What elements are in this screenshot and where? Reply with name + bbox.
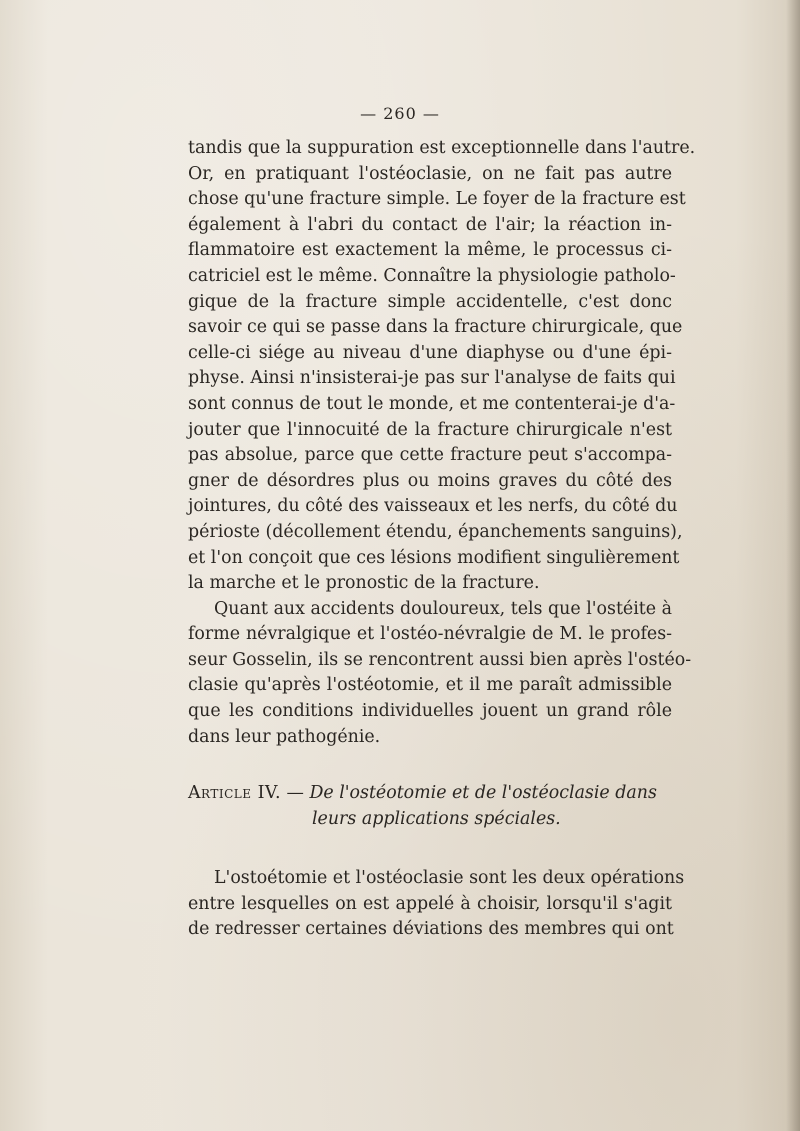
article-heading — [188, 781, 672, 832]
text-line: périoste (décollement étendu, épanchements sanguins), — [188, 521, 683, 542]
text-line: la marche et le pronostic de la fracture. — [188, 573, 540, 594]
text-line: gner de désordres plus ou moins graves du côté des — [188, 470, 672, 491]
text-line: chose qu'une fracture simple. Le foyer de la fracture est — [188, 189, 686, 210]
text-line: que les conditions individuelles jouent un grand rôle — [188, 701, 672, 722]
page-number: — 260 — — [360, 104, 440, 123]
text-line: tandis que la suppuration est exceptionnelle dans l'autre. — [188, 138, 696, 158]
text-line: flammatoire est exactement la même, le processus ci- — [188, 240, 672, 261]
paragraph-2 — [188, 597, 692, 751]
text-line: savoir ce qui se passe dans la fracture chirurgicale, que — [188, 317, 683, 338]
paragraph-3 — [188, 866, 685, 943]
text-line: entre lesquelles on est appelé à choisir, lorsqu'il s'agit — [188, 893, 672, 914]
article-heading-line-1 — [188, 781, 672, 807]
article-title-line-2: leurs applications spéciales. — [312, 808, 561, 829]
text-line: également à l'abri du contact de l'air; la réaction in- — [188, 214, 672, 235]
text-line: Quant aux accidents douloureux, tels que l'ostéite à — [214, 598, 672, 619]
text-line: jouter que l'innocuité de la fracture chirurgicale n'est — [188, 419, 672, 440]
text-line: pas absolue, parce que cette fracture peut s'accompa- — [188, 445, 672, 466]
text-line: gique de la fracture simple accidentelle, c'est donc — [188, 291, 672, 312]
text-line: de redresser certaines déviations des membres qui ont — [188, 919, 674, 940]
article-dash: — — [286, 783, 304, 803]
text-line: L'ostoétomie et l'ostéoclasie sont les deux opérations — [214, 868, 685, 888]
text-line: seur Gosselin, ils se rencontrent aussi bien après l'ostéo- — [188, 649, 692, 670]
text-line: physe. Ainsi n'insisterai-je pas sur l'analyse de faits qui — [188, 368, 676, 389]
text-line: et l'on conçoit que ces lésions modifient singulièrement — [188, 547, 680, 568]
paragraph-1 — [188, 136, 696, 597]
body-text-top — [188, 136, 696, 750]
text-line: jointures, du côté des vaisseaux et les nerfs, du côté du — [188, 496, 678, 517]
text-line: sont connus de tout le monde, et me contenterai-je d'a- — [188, 393, 676, 414]
text-line: forme névralgique et l'ostéo-névralgie de M. le profes- — [188, 624, 672, 645]
text-line: clasie qu'après l'ostéotomie, et il me paraît admissible — [188, 675, 672, 696]
text-line: celle-ci siége au niveau d'une diaphyse ou d'une épi- — [188, 342, 672, 363]
article-label: Article IV. — [188, 783, 281, 803]
text-line: Or, en pratiquant l'ostéoclasie, on ne fait pas autre — [188, 163, 672, 184]
article-title-line-1: De l'ostéotomie et de l'ostéoclasie dans — [309, 783, 657, 803]
text-line: dans leur pathogénie. — [188, 726, 381, 747]
text-line: catriciel est le même. Connaître la physiologie patholo- — [188, 265, 676, 286]
page-edge-shadow — [786, 0, 800, 1131]
